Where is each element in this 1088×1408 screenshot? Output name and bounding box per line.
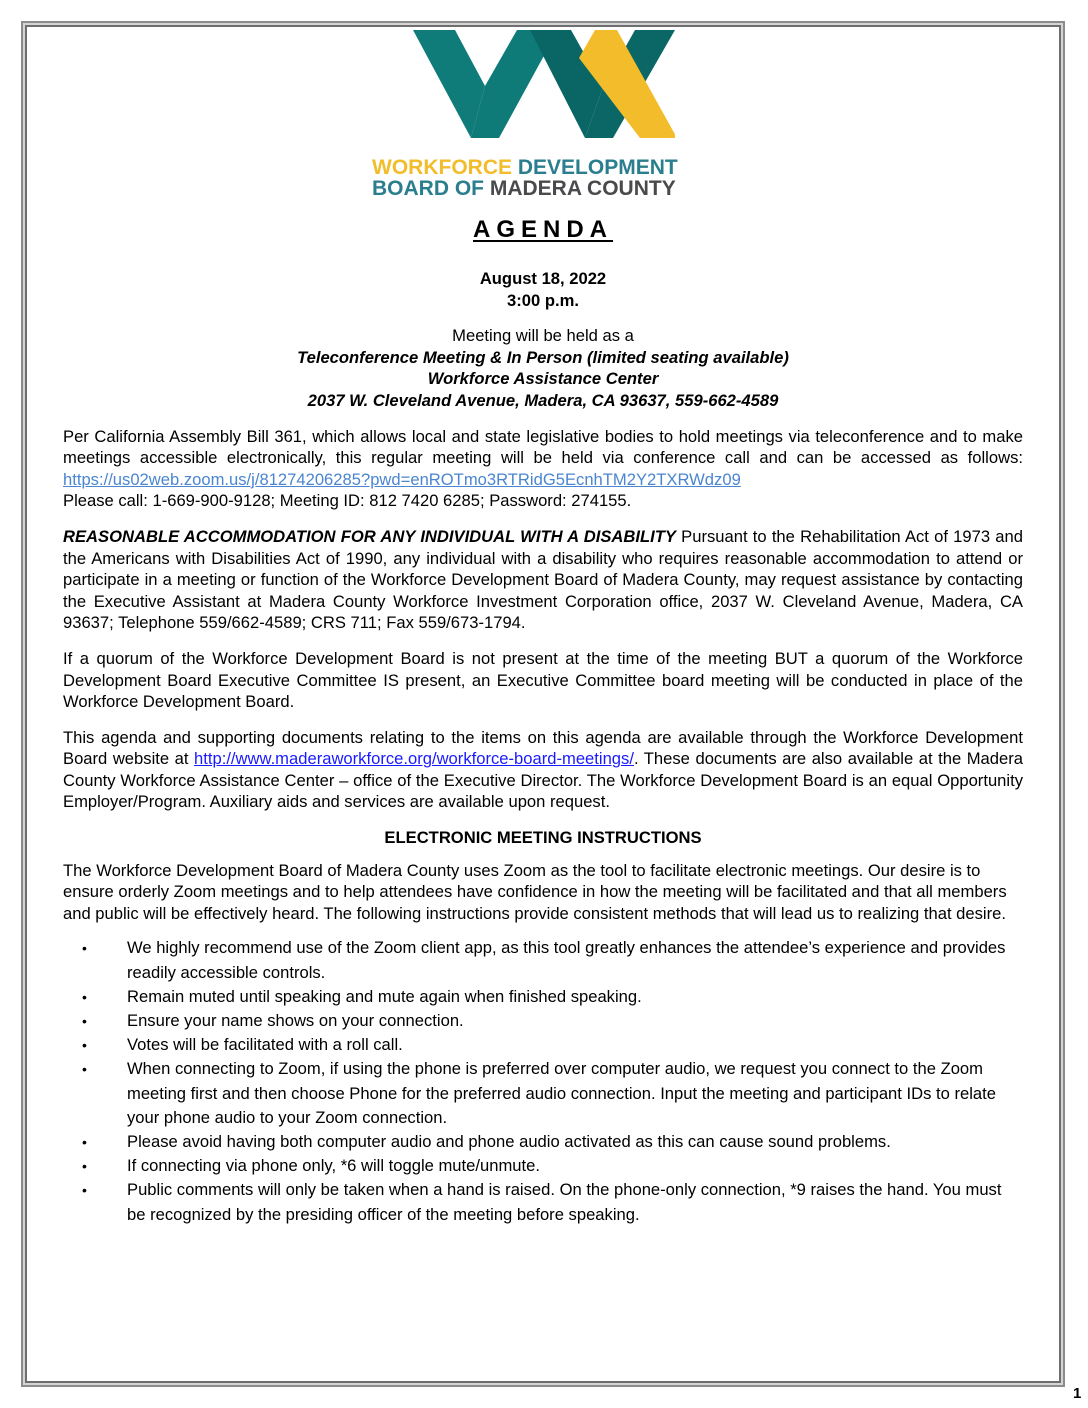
- list-item: • Ensure your name shows on your connection.: [63, 1009, 1023, 1033]
- call-in-info: Please call: 1-669-900-9128; Meeting ID: 812 7420 6285; Password: 274155.: [63, 491, 632, 511]
- list-item: • Votes will be facilitated with a roll call.: [63, 1033, 1023, 1057]
- accommodation-heading: REASONABLE ACCOMMODATION FOR ANY INDIVIDUAL WITH A DISABILITY: [63, 526, 676, 546]
- accommodation-paragraph: [63, 526, 1023, 634]
- board-meetings-website-link[interactable]: http://www.maderaworkforce.org/workforce-board-meetings/: [194, 749, 634, 769]
- agenda-document-body: [63, 214, 1023, 1227]
- list-item: • Public comments will only be taken when a hand is raised. On the phone-only connection, *9 raises the hand. You must be recognized by the presiding officer of the meeting before speaking.: [82, 1180, 1002, 1224]
- instructions-heading: ELECTRONIC MEETING INSTRUCTIONS: [384, 828, 702, 848]
- accommodation-body: Pursuant to the Rehabilitation Act of 1973 and the Americans with Disabilities Act of 1990, any individual with a disability who requires reasonable accommodation to attend or participate in a meeting or function of the Workforce Development Board of Madera County, may request assistance by contacting the Executive Assistant at Madera County Workforce Investment Corporation office, 2037 W. Cleveland Avenue, Madera, CA 93637; Telephone 559/662-4589; CRS 711; Fax 559/673-1794.: [63, 526, 1023, 633]
- bullet-icon: •: [82, 940, 87, 957]
- teleconference-text: Per California Assembly Bill 361, which allows local and state legislative bodies to hold meetings via teleconference and to make meetings accessible electronically, this regular meeting will be held via conference call and can be accessed as follows:: [63, 426, 1023, 468]
- list-item: • If connecting via phone only, *6 will toggle mute/unmute.: [63, 1154, 1023, 1178]
- meeting-type: Teleconference Meeting & In Person (limited seating available): [297, 347, 789, 367]
- logo-word-board-of: BOARD OF: [372, 177, 484, 200]
- meeting-datetime: [63, 268, 1023, 311]
- logo-word-madera-county: MADERA COUNTY: [489, 177, 676, 200]
- list-item: • Please avoid having both computer audio and phone audio activated as this can cause sound problems.: [63, 1130, 1023, 1154]
- location-name: Workforce Assistance Center: [427, 369, 659, 389]
- bullet-icon: •: [82, 988, 87, 1005]
- location-address: 2037 W. Cleveland Avenue, Madera, CA 93637, 559-662-4589: [307, 390, 779, 410]
- list-item: • When connecting to Zoom, if using the phone is preferred over computer audio, we request you connect to the Zoom meeting first and then choose Phone for the preferred audio connection. Input the meeting and participant IDs to relate your phone audio to your Zoom connection.: [82, 1059, 996, 1127]
- bullet-icon: •: [82, 1158, 87, 1175]
- logo-word-workforce: WORKFORCE: [372, 156, 512, 179]
- instructions-intro: The Workforce Development Board of Madera County uses Zoom as the tool to facilitate electronic meetings. Our desire is to ensure orderly Zoom meetings and to help attendees have confidence in how the meeting will be facilitated and that all members and public will be effectively heard. The following instructions provide consistent methods that will lead us to realizing that desire.: [63, 860, 1007, 923]
- logo-word-development: DEVELOPMENT: [517, 156, 678, 179]
- documents-paragraph: [63, 727, 1023, 813]
- bullet-icon: •: [82, 1061, 87, 1078]
- zoom-meeting-link[interactable]: https://us02web.zoom.us/j/81274206285?pwd=enROTmo3RTRidG5EcnhTM2Y2TXRWdz09: [63, 469, 741, 489]
- teleconference-paragraph: [63, 426, 1023, 512]
- quorum-paragraph: If a quorum of the Workforce Development Board is not present at the time of the meeting BUT a quorum of the Workforce Development Board Executive Committee IS present, an Executive Committee board meeting will be conducted in place of the Workforce Development Board.: [63, 648, 1023, 712]
- list-item: • We highly recommend use of the Zoom client app, as this tool greatly enhances the attendee’s experience and provides readily accessible controls.: [82, 938, 1006, 982]
- page-number: 1: [1073, 1385, 1082, 1402]
- documents-text-before: This agenda and supporting documents relating to the items on this agenda are available through the Workforce Development Board website at: [63, 727, 1023, 769]
- meeting-time: 3:00 p.m.: [507, 290, 579, 310]
- meeting-intro: Meeting will be held as a: [452, 326, 634, 346]
- meeting-location-block: [63, 325, 1023, 411]
- meeting-date: August 18, 2022: [479, 269, 607, 288]
- instructions-list: [63, 936, 1023, 1226]
- bullet-icon: •: [82, 1013, 87, 1030]
- wdb-logo-wordmark: [372, 157, 717, 199]
- bullet-icon: •: [82, 1134, 87, 1151]
- bullet-icon: •: [82, 1037, 87, 1054]
- list-item: • Remain muted until speaking and mute again when finished speaking.: [63, 985, 1023, 1009]
- page-title: AGENDA: [472, 216, 613, 243]
- bullet-icon: •: [82, 1182, 87, 1199]
- documents-text-after: . These documents are also available at the Madera County Workforce Assistance Center – office of the Executive Director. The Workforce Development Board is an equal Opportunity Employer/Program. Auxiliary aids and services are available upon request.: [63, 749, 1024, 812]
- wdb-logo-icon: [413, 30, 675, 138]
